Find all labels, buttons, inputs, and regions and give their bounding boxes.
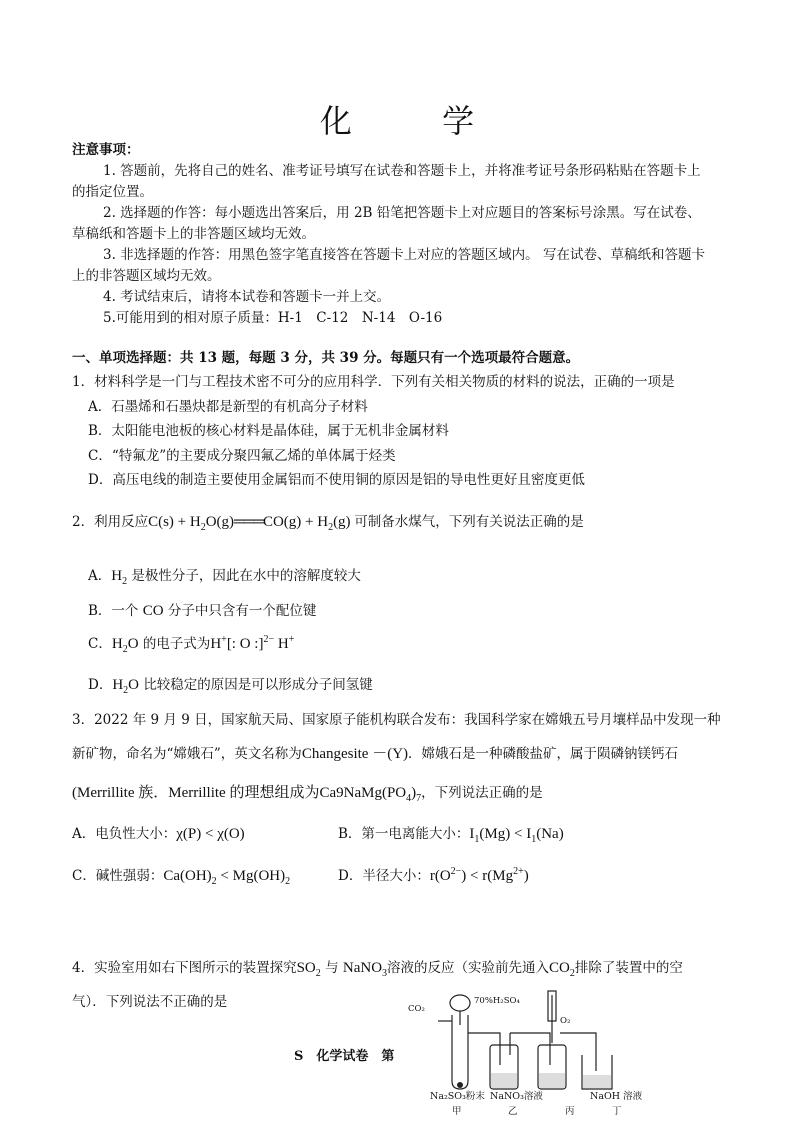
name-bing: 丙: [565, 1106, 575, 1117]
notice-item-3: 3. 非选择题的作答：用黑色签字笔直接答在答题卡上对应的答题区域内。 写在试卷、草稿纸和答题卡: [103, 247, 705, 263]
q2-option-c-text: 的电子式为: [142, 636, 211, 652]
name-jia: 甲: [452, 1106, 462, 1117]
page-footer: S 化学试卷 第: [294, 1049, 395, 1064]
q3-line-3a: (Merrillite 族．Merrillite 的理想组成为: [72, 785, 320, 801]
q2-option-d-text: 比较稳定的原因是可以形成分子间氢键: [143, 677, 373, 693]
q2-option-a: A．$H_2$ 是极性分子，因此在水中的溶解度较大: [88, 568, 361, 587]
q2-prefix: 2．利用反应: [72, 514, 149, 530]
q3-line-3b: ，下列说法正确的是: [421, 785, 543, 801]
q3-option-d: D．半径大小：$r(O^{2-}) < r(Mg^{2+})$: [338, 866, 529, 884]
label-acid: 70%H₂SO₄: [474, 996, 520, 1006]
q3-formula: $Ca9NaMg(PO_4)_7$: [319, 785, 422, 804]
q1-option-c: C．“特氟龙”的主要成分聚四氟乙烯的单体属于烃类: [88, 448, 396, 464]
notice-item-5: 5.可能用到的相对原子质量：H-1 C-12 N-14 O-16: [103, 310, 443, 326]
q3-option-d-text: D．半径大小：: [338, 868, 430, 884]
section-heading: 一、单项选择题：共 13 题，每题 3 分，共 39 分。每题只有一个选项最符合题意。: [72, 350, 580, 366]
notice-item-2: 2. 选择题的作答：每小题选出答案后，用 2B 铅笔把答题卡上对应题目的答案标号涂黑。写在试卷、: [103, 205, 701, 221]
q3-option-a: A．电负性大小：χ(P) < χ(O): [72, 826, 245, 842]
q3-option-b: B．第一电离能大小：$I_1(Mg) < I_1(Na)$: [338, 826, 564, 845]
label-o2: O₂: [560, 1016, 571, 1026]
q3-line-1: 3．2022 年 9 月 9 日，国家航天局、国家原子能机构联合发布：我国科学家在嫦娥五号月壤样品中发现一种: [72, 712, 721, 728]
q3-line-2: [72, 744, 678, 764]
q2-option-b-lead: B．一个: [88, 603, 139, 619]
name-ding: 丁: [612, 1106, 622, 1117]
q4-line-1b: 与: [325, 960, 339, 976]
notice-item-1-cont: 的指定位置。: [72, 184, 153, 200]
caption-na2so3: Na₂SO₃粉末: [430, 1091, 485, 1102]
q4-line-1a: 4．实验室用如右下图所示的装置探究: [72, 960, 297, 976]
flask-jia: [452, 1015, 468, 1089]
name-yi: 乙: [508, 1106, 518, 1117]
notice-item-1: 1. 答题前，先将自己的姓名、准考证号填写在试卷和答题卡上，并将准考证号条形码粘贴在答题卡上: [103, 163, 701, 179]
q2-option-b-text: 分子中只含有一个配位键: [167, 603, 317, 619]
q4-line-2: 气）．下列说法不正确的是: [72, 994, 228, 1010]
q2-stem: [72, 512, 584, 532]
caption-naoh: NaOH 溶液: [590, 1091, 643, 1102]
q1-option-d: D．高压电线的制造主要使用金属铝而不使用铜的原因是铝的导电性更好且密度更低: [88, 472, 585, 488]
q2-option-d: D．$H_2O$ 比较稳定的原因是可以形成分子间氢键: [88, 677, 373, 696]
q1-option-b: B．太阳能电池板的核心材料是晶体硅，属于无机非金属材料: [88, 423, 449, 439]
q1-option-a: A．石墨烯和石墨炔都是新型的有机高分子材料: [88, 399, 368, 415]
notice-item-4: 4. 考试结束后，请将本试卷和答题卡一并上交。: [103, 289, 391, 305]
label-co2: CO₂: [408, 1004, 425, 1014]
q2-option-c: C．$H_2O$ 的电子式为H+[: O :]$^{2-}$ H+: [88, 634, 295, 655]
q2-option-a-text: 是极性分子，因此在水中的溶解度较大: [131, 568, 361, 584]
q3-line-3: [72, 783, 543, 803]
q4-line-1c: 溶液的反应（实验前先通入: [387, 960, 550, 976]
q4-line-1d: 排除了装置中的空: [574, 960, 683, 976]
notice-item-3-cont: 上的非答题区域均无效。: [72, 268, 221, 284]
q3-line-2c: ．嫦娥石是一种磷酸盐矿，属于陨磷钠镁钙石: [408, 746, 679, 762]
q3-option-b-text: B．第一电离能大小：: [338, 826, 470, 842]
q3-option-c: C．碱性强弱：$Ca(OH)_2 < Mg(OH)_2$: [72, 868, 291, 887]
page-title: 化 学: [319, 102, 515, 140]
q2-suffix: 可制备水煤气，下列有关说法正确的是: [354, 514, 584, 530]
dropping-funnel: [450, 995, 470, 1011]
q3-line-2a: 新矿物，命名为“嫦娥石”，英文名称为: [72, 746, 302, 762]
q1-stem: 1．材料科学是一门与工程技术密不可分的应用科学．下列有关相关物质的材料的说法，正确的一项是: [72, 374, 675, 390]
q3-option-a-text: A．电负性大小：: [72, 826, 177, 842]
q2-option-b: B．一个 CO 分子中只含有一个配位键: [88, 603, 317, 619]
q4-line-1: 4．实验室用如右下图所示的装置探究$SO_2$ 与 NaNO$_3$溶液的反应（实验前先通入$CO_2$排除了装置中的空: [72, 960, 683, 979]
q3-option-c-text: C．碱性强弱：: [72, 868, 164, 884]
notice-item-2-cont: 草稿纸和答题卡上的非答题区域均无效。: [72, 226, 315, 242]
q2-equation: $C(s) + H_2O(g)═══CO(g) + H_2(g)$: [148, 514, 355, 533]
caption-nano3: NaNO₃溶液: [490, 1091, 543, 1102]
notice-heading: 注意事项：: [72, 142, 140, 158]
q3-mineral-name: Changesite －(Y): [301, 746, 409, 762]
